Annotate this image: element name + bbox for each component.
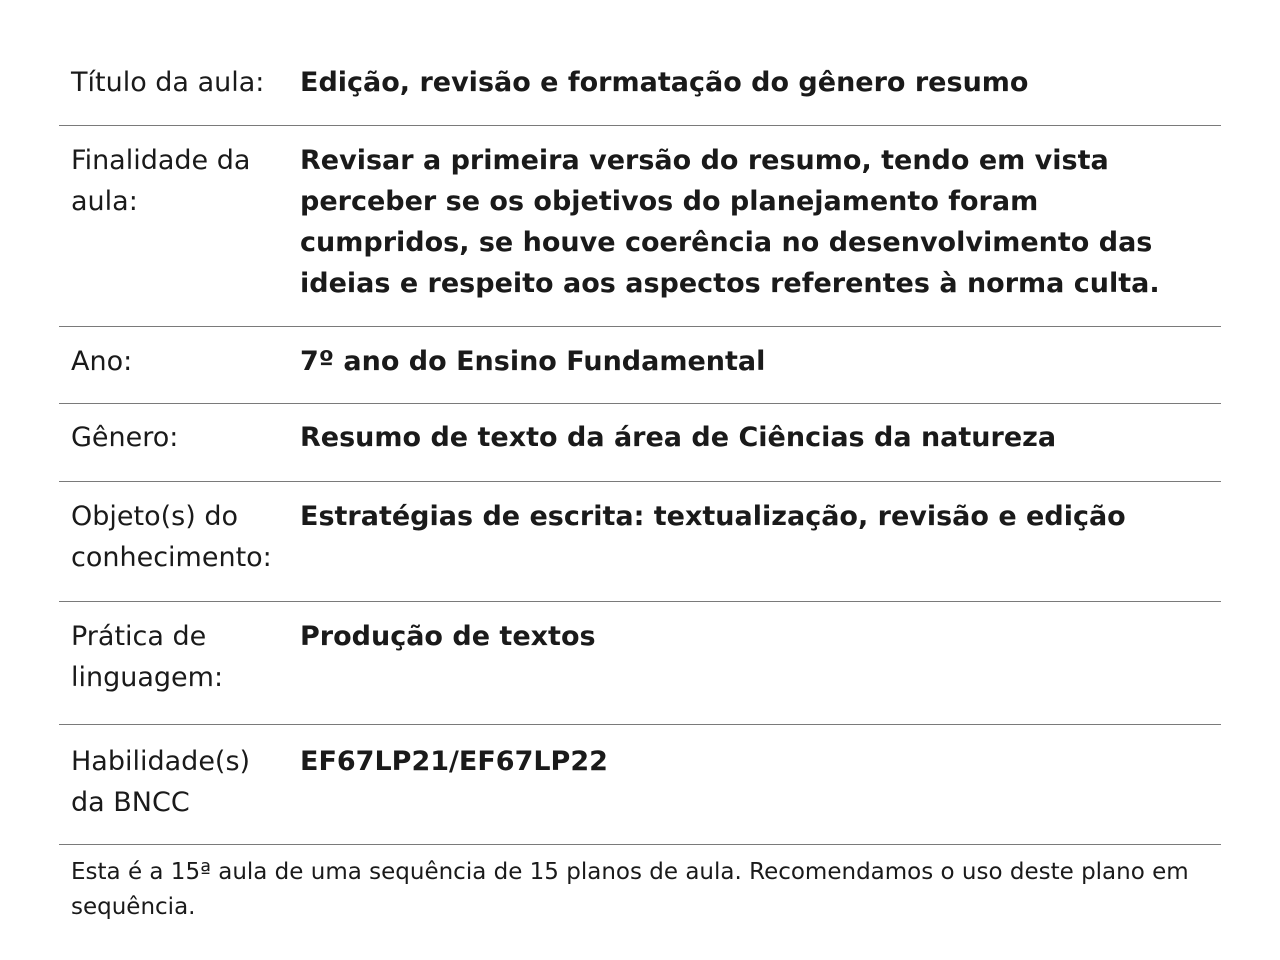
row-lesson-purpose [59,126,1221,327]
row-label: Gênero: [71,422,179,453]
row-value: Revisar a primeira versão do resumo, tendo em vista perceber se os objetivos do planejamento foram cumpridos, se houve coerência no desenvolvimento das ideias e respeito aos aspectos referentes à norma culta. [300,145,1160,299]
row-lesson-title [59,48,1221,126]
row-value: EF67LP21/EF67LP22 [300,746,608,777]
sequence-footnote: Esta é a 15ª aula de uma sequência de 15 planos de aula. Recomendamos o uso deste plano em sequência. [71,859,1189,920]
row-label: Ano: [71,346,133,377]
row-label: Habilidade(s) da BNCC [71,746,251,818]
row-knowledge-object [59,482,1221,602]
lesson-plan-table [59,48,1221,925]
row-label: Objeto(s) do conhecimento: [71,501,272,573]
row-year [59,327,1221,404]
row-language-practice [59,602,1221,725]
row-value: 7º ano do Ensino Fundamental [300,346,766,377]
row-label: Título da aula: [71,67,265,98]
row-value: Resumo de texto da área de Ciências da natureza [300,422,1057,453]
row-value: Produção de textos [300,621,596,652]
row-label: Finalidade da aula: [71,145,251,217]
row-value: Edição, revisão e formatação do gênero resumo [300,67,1029,98]
row-label: Prática de linguagem: [71,621,224,693]
row-value: Estratégias de escrita: textualização, revisão e edição [300,501,1126,532]
row-bncc-skills [59,725,1221,845]
row-genre [59,404,1221,482]
